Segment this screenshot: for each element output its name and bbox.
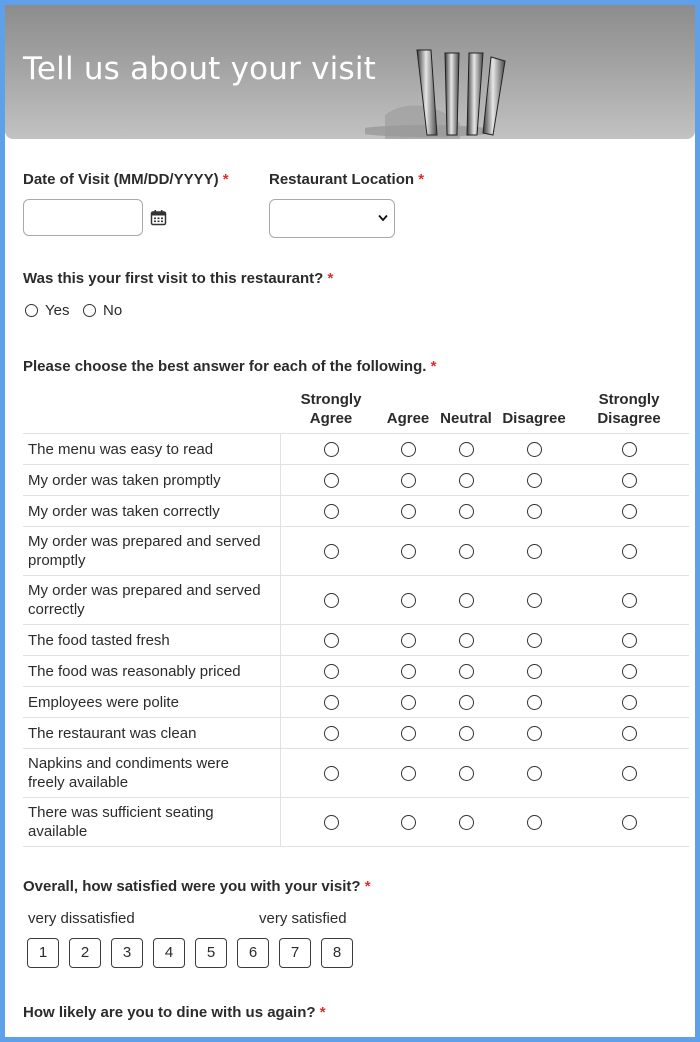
matrix-row-label-line: freely available <box>28 774 129 791</box>
matrix-radio[interactable] <box>401 815 416 830</box>
matrix-radio[interactable] <box>324 544 339 559</box>
matrix-column-divider <box>280 496 281 527</box>
matrix-column-divider <box>280 749 281 798</box>
matrix-column-divider <box>280 465 281 496</box>
matrix-column-header <box>584 390 674 428</box>
matrix-row <box>23 575 689 625</box>
matrix-radio[interactable] <box>459 544 474 559</box>
scale-option-button[interactable]: 4 <box>153 938 185 968</box>
scale-option-button[interactable]: 2 <box>69 938 101 968</box>
matrix-radio[interactable] <box>401 473 416 488</box>
required-mark: * <box>364 878 371 895</box>
matrix-column-header-line: Strongly <box>598 391 660 408</box>
matrix-row-label-line: My order was taken correctly <box>28 503 220 520</box>
matrix-radio[interactable] <box>324 695 339 710</box>
matrix-radio[interactable] <box>622 593 637 608</box>
first-visit-label <box>23 270 333 287</box>
matrix-row <box>23 433 689 465</box>
matrix-row-label-line: correctly <box>28 601 85 618</box>
matrix-row <box>23 495 689 527</box>
matrix-radio[interactable] <box>622 504 637 519</box>
scale-option-button[interactable]: 1 <box>27 938 59 968</box>
matrix-column-divider <box>280 527 281 576</box>
matrix-radio[interactable] <box>527 473 542 488</box>
matrix-row <box>23 526 689 576</box>
matrix-radio[interactable] <box>459 664 474 679</box>
matrix-row-label <box>28 440 278 459</box>
matrix-radio[interactable] <box>459 442 474 457</box>
matrix-radio[interactable] <box>622 633 637 648</box>
matrix-row-label <box>28 754 278 792</box>
matrix-radio[interactable] <box>622 544 637 559</box>
matrix-radio[interactable] <box>622 442 637 457</box>
matrix-radio[interactable] <box>401 544 416 559</box>
matrix-radio[interactable] <box>622 664 637 679</box>
matrix-row <box>23 464 689 496</box>
matrix-row-label-line: promptly <box>28 552 86 569</box>
matrix-radio[interactable] <box>401 726 416 741</box>
matrix-question-label-text: Please choose the best answer for each of the following. <box>23 358 427 375</box>
matrix-radio[interactable] <box>324 504 339 519</box>
matrix-radio[interactable] <box>527 664 542 679</box>
matrix-column-divider <box>280 798 281 847</box>
matrix-radio[interactable] <box>527 593 542 608</box>
location-select[interactable] <box>269 199 395 238</box>
matrix-radio[interactable] <box>401 766 416 781</box>
satisfaction-label <box>23 878 371 895</box>
calendar-icon[interactable] <box>150 209 167 226</box>
matrix-radio[interactable] <box>527 442 542 457</box>
matrix-row-label-line: My order was prepared and served <box>28 533 261 550</box>
matrix-row-label <box>28 581 278 619</box>
matrix-radio[interactable] <box>527 815 542 830</box>
header-banner <box>5 5 695 139</box>
matrix-radio[interactable] <box>459 593 474 608</box>
scale-option-button[interactable]: 3 <box>111 938 143 968</box>
date-field-label <box>23 171 229 188</box>
matrix-row-label <box>28 502 278 521</box>
matrix-radio[interactable] <box>459 766 474 781</box>
matrix-row-label <box>28 724 278 743</box>
likelihood-label <box>23 1004 326 1021</box>
first-visit-label-text: Was this your first visit to this restaurant? <box>23 270 324 287</box>
matrix-row-label <box>28 631 278 650</box>
matrix-column-divider <box>280 718 281 749</box>
location-field-label <box>269 171 424 188</box>
matrix-column-header-line: Disagree <box>502 410 566 427</box>
matrix-row-label-line: There was sufficient seating <box>28 804 214 821</box>
scale-option-button[interactable]: 5 <box>195 938 227 968</box>
matrix-row <box>23 748 689 798</box>
matrix-radio[interactable] <box>324 593 339 608</box>
matrix-radio[interactable] <box>324 664 339 679</box>
location-field-label-text: Restaurant Location <box>269 171 415 188</box>
required-mark: * <box>319 1004 326 1021</box>
matrix-radio[interactable] <box>622 473 637 488</box>
first-visit-yes-label[interactable]: Yes <box>45 302 70 319</box>
matrix-radio[interactable] <box>324 442 339 457</box>
date-field-label-text: Date of Visit (MM/DD/YYYY) <box>23 171 219 188</box>
matrix-column-header-line: Neutral <box>440 410 492 427</box>
matrix-radio[interactable] <box>527 726 542 741</box>
page-title: Tell us about your visit <box>23 51 377 87</box>
matrix-column-header-line: Agree <box>386 410 430 427</box>
matrix-radio[interactable] <box>324 726 339 741</box>
first-visit-no-label[interactable]: No <box>103 302 123 319</box>
matrix-row-label-line: The food was reasonably priced <box>28 663 241 680</box>
required-mark: * <box>222 171 229 188</box>
matrix-radio[interactable] <box>459 815 474 830</box>
scale-option-button[interactable]: 7 <box>279 938 311 968</box>
matrix-radio[interactable] <box>527 633 542 648</box>
required-mark: * <box>327 270 334 287</box>
matrix-column-divider <box>280 656 281 687</box>
matrix-radio[interactable] <box>324 633 339 648</box>
matrix-row <box>23 797 689 847</box>
scale-option-button[interactable]: 6 <box>237 938 269 968</box>
matrix-row-label-line: My order was prepared and served <box>28 582 261 599</box>
matrix-column-header-line: Disagree <box>597 410 661 427</box>
matrix-radio[interactable] <box>527 504 542 519</box>
chevron-down-icon <box>378 214 388 222</box>
date-input[interactable] <box>23 199 143 236</box>
matrix-radio[interactable] <box>622 766 637 781</box>
matrix-column-header <box>489 390 579 428</box>
matrix-radio[interactable] <box>401 695 416 710</box>
matrix-row-label-line: The menu was easy to read <box>28 441 214 458</box>
matrix-column-divider <box>280 576 281 625</box>
matrix-column-header-line <box>489 390 579 409</box>
matrix-radio[interactable] <box>324 766 339 781</box>
matrix-row-label <box>28 803 278 841</box>
matrix-radio[interactable] <box>401 504 416 519</box>
matrix-row-label-line: Employees were polite <box>28 694 179 711</box>
matrix-question-label <box>23 358 436 375</box>
required-mark: * <box>418 171 425 188</box>
first-visit-yes-radio[interactable] <box>25 304 38 317</box>
matrix-row <box>23 717 689 749</box>
survey-form <box>5 5 695 1037</box>
matrix-row-label-line: The restaurant was clean <box>28 725 197 742</box>
matrix-radio[interactable] <box>622 815 637 830</box>
matrix-radio[interactable] <box>527 544 542 559</box>
matrix-column-divider <box>280 625 281 656</box>
matrix-radio[interactable] <box>401 442 416 457</box>
matrix-row <box>23 686 689 718</box>
matrix-bottom-border <box>23 846 689 847</box>
matrix-radio[interactable] <box>459 695 474 710</box>
matrix-radio[interactable] <box>459 473 474 488</box>
matrix-radio[interactable] <box>459 726 474 741</box>
matrix-column-header-line: Strongly <box>300 391 362 408</box>
required-mark: * <box>430 358 437 375</box>
matrix-radio[interactable] <box>401 593 416 608</box>
matrix-row-label <box>28 662 278 681</box>
scale-low-label: very dissatisfied <box>28 910 135 927</box>
fork-image <box>365 5 545 139</box>
matrix-row <box>23 655 689 687</box>
matrix-radio[interactable] <box>459 504 474 519</box>
matrix-row-label <box>28 532 278 570</box>
matrix-radio[interactable] <box>401 664 416 679</box>
matrix-radio[interactable] <box>459 633 474 648</box>
matrix-row-label <box>28 693 278 712</box>
matrix-radio[interactable] <box>401 633 416 648</box>
matrix-row <box>23 624 689 656</box>
matrix-column-divider <box>280 434 281 465</box>
matrix-column-header-line: Agree <box>309 410 353 427</box>
matrix-row-label-line: The food tasted fresh <box>28 632 170 649</box>
matrix-radio[interactable] <box>527 695 542 710</box>
matrix-radio[interactable] <box>324 815 339 830</box>
matrix-row-label <box>28 471 278 490</box>
satisfaction-label-text: Overall, how satisfied were you with your visit? <box>23 878 361 895</box>
first-visit-no-radio[interactable] <box>83 304 96 317</box>
matrix-row-label-line: My order was taken promptly <box>28 472 221 489</box>
scale-option-button[interactable]: 8 <box>321 938 353 968</box>
matrix-radio[interactable] <box>527 766 542 781</box>
matrix-column-divider <box>280 687 281 718</box>
matrix-radio[interactable] <box>622 726 637 741</box>
matrix-row-label-line: Napkins and condiments were <box>28 755 229 772</box>
matrix-row-label-line: available <box>28 823 88 840</box>
scale-high-label: very satisfied <box>259 910 347 927</box>
matrix-radio[interactable] <box>324 473 339 488</box>
likelihood-label-text: How likely are you to dine with us again? <box>23 1004 316 1021</box>
matrix-radio[interactable] <box>622 695 637 710</box>
